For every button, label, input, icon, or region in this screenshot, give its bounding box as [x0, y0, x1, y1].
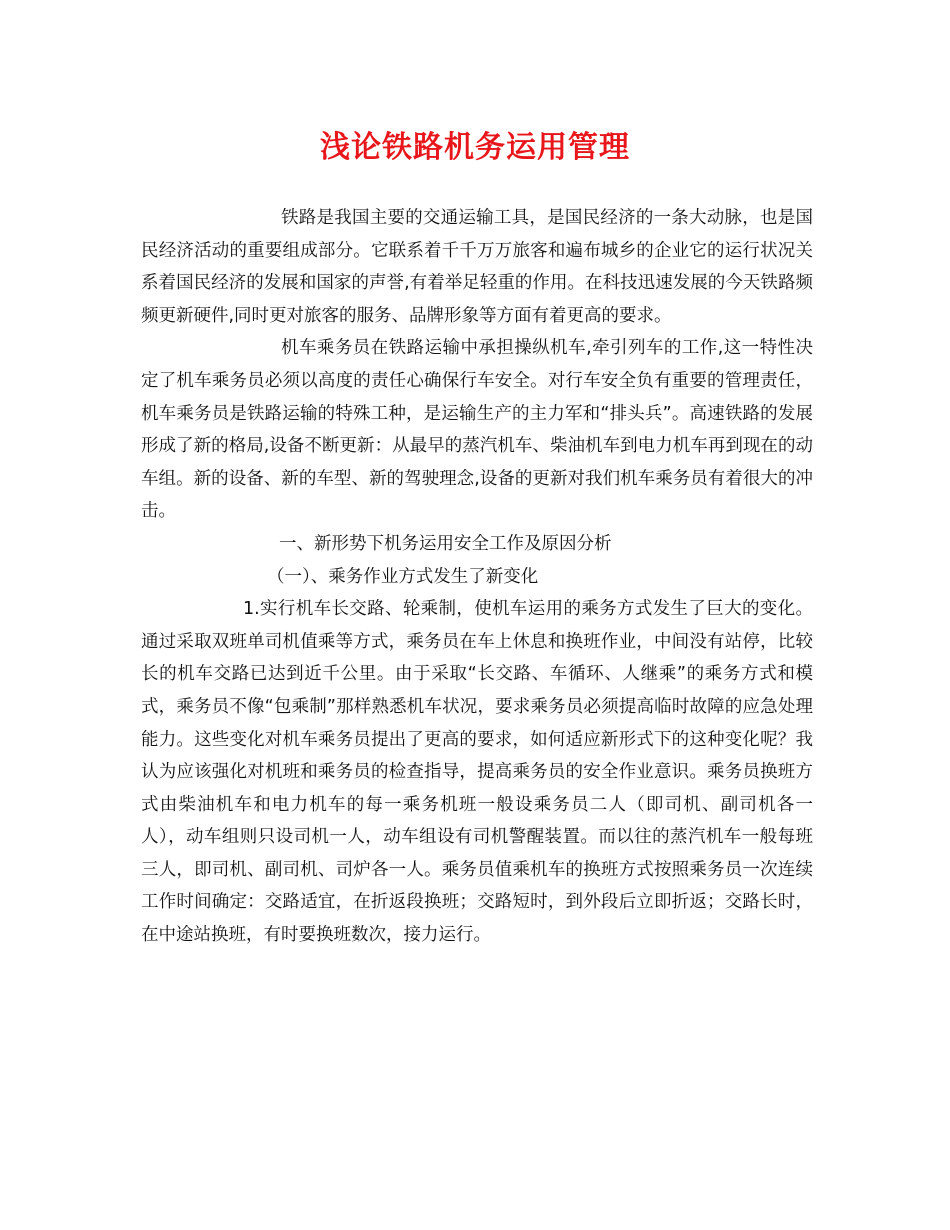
subsection-heading: （一）、乘务作业方式发生了新变化	[267, 566, 539, 587]
paragraph-long-routing: 1.实行机车长交路、轮乘制，使机车运用的乘务方式发生了巨大的变化。通过采取双班单司机值乘等方式，乘务员在车上休息和换班作业，中间没有站停，比较长的机车交路已达到近千公里。由于采取“长交路、车循环、人继乘”的乘务方式和模式，乘务员不像“包乘制”那样熟悉机车状况，要求乘务员必须提高临时故障的应急处理能力。这些变化对机车乘务员提出了更高的要求，如何适应新形式下的这种变化呢？我认为应该强化对机班和乘务员的检查指导，提高乘务员的安全作业意识。乘务员换班方式由柴油机车和电力机车的每一乘务机班一般设乘务员二人（即司机、副司机各一人），动车组则只设司机一人，动车组设有司机警醒装置。而以往的蒸汽机车一般每班三人，即司机、副司机、司炉各一人。乘务员值乘机车的换班方式按照乘务员一次连续工作时间确定：交路适宜，在折返段换班；交路短时，到外段后立即折返；交路长时，在中途站换班，有时要换班数次，接力运行。	[141, 599, 813, 946]
document-body	[141, 202, 813, 952]
paragraph-crew-duty: 机车乘务员在铁路运输中承担操纵机车,牵引列车的工作,这一特性决定了机车乘务员必须以高度的责任心确保行车安全。对行车安全负有重要的管理责任，机车乘务员是铁路运输的特殊工种，是运输生产的主力军和“排头兵”。高速铁路的发展形成了新的格局,设备不断更新：从最早的蒸汽机车、柴油机车到电力机车再到现在的动车组。新的设备、新的车型、新的驾驶理念,设备的更新对我们机车乘务员有着很大的冲击。	[141, 338, 813, 522]
document-title: 浅论铁路机务运用管理	[320, 130, 630, 165]
paragraph-intro: 铁路是我国主要的交通运输工具，是国民经济的一条大动脉，也是国民经济活动的重要组成部分。它联系着千千万万旅客和遍布城乡的企业它的运行状况关系着国民经济的发展和国家的声誉,有着举足轻重的作用。在科技迅速发展的今天铁路频频更新硬件,同时更对旅客的服务、品牌形象等方面有着更高的要求。	[141, 208, 813, 326]
section-heading: 一、新形势下机务运用安全工作及原因分析	[279, 533, 612, 554]
